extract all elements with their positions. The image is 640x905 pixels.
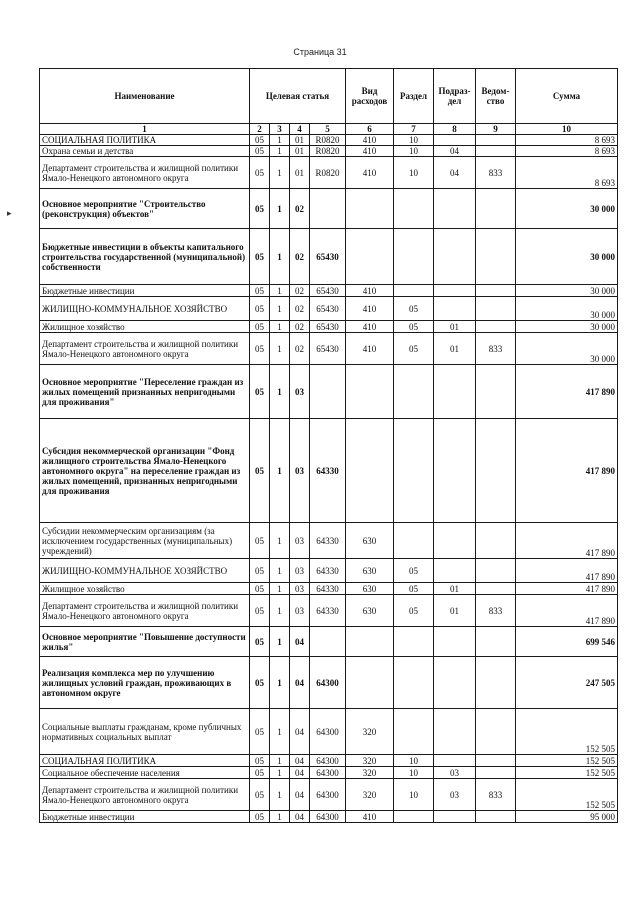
- target-subprogram: 1: [270, 333, 290, 365]
- row-sum: 417 890: [516, 595, 618, 627]
- target-code: 65430: [310, 229, 346, 285]
- page-number-label: Страница 31: [293, 47, 347, 57]
- row-name: Департамент строительства и жилищной политики Ямало-Ненецкого автономного округа: [40, 595, 250, 627]
- row-sum: 247 505: [516, 657, 618, 709]
- department-code: 833: [476, 157, 516, 189]
- target-code: 64330: [310, 595, 346, 627]
- column-number: 8: [434, 124, 476, 135]
- section: [394, 189, 434, 229]
- row-sum: 152 505: [516, 709, 618, 755]
- table-row: [40, 767, 618, 779]
- table-row: [40, 321, 618, 333]
- column-number-row: [40, 124, 618, 135]
- subsection: [434, 811, 476, 823]
- department-code: [476, 583, 516, 595]
- header-section: Раздел: [394, 69, 434, 124]
- department-code: [476, 559, 516, 583]
- row-sum: 8 693: [516, 146, 618, 157]
- subsection: 03: [434, 779, 476, 811]
- section: 10: [394, 767, 434, 779]
- target-code: R0820: [310, 135, 346, 146]
- header-subsection: Подраз-дел: [434, 69, 476, 124]
- department-code: [476, 135, 516, 146]
- target-code: 64330: [310, 559, 346, 583]
- row-name: Бюджетные инвестиции в объекты капитального строительства государственной (муниципальной) собственности: [40, 229, 250, 285]
- target-code: 64300: [310, 657, 346, 709]
- department-code: [476, 146, 516, 157]
- column-number: 5: [310, 124, 346, 135]
- target-subprogram: 1: [270, 755, 290, 767]
- table-row: [40, 333, 618, 365]
- row-name: Департамент строительства и жилищной политики Ямало-Ненецкого автономного округа: [40, 157, 250, 189]
- target-code: 64330: [310, 523, 346, 559]
- target-subprogram: 1: [270, 297, 290, 321]
- target-code: [310, 189, 346, 229]
- target-code: 64330: [310, 583, 346, 595]
- target-subprogram: 1: [270, 135, 290, 146]
- column-number: 6: [346, 124, 394, 135]
- row-name: Субсидия некоммерческой организации "Фонд жилищного строительства Ямало-Ненецкого автономного округа" на переселение граждан из жилых помещений, признанных непригодными для проживания: [40, 419, 250, 523]
- expense-type: 630: [346, 583, 394, 595]
- table-row: [40, 135, 618, 146]
- target-program: 05: [250, 285, 270, 297]
- column-number: 10: [516, 124, 618, 135]
- target-activity: 02: [290, 297, 310, 321]
- target-program: 05: [250, 419, 270, 523]
- subsection: [434, 657, 476, 709]
- row-sum: 30 000: [516, 189, 618, 229]
- subsection: [434, 627, 476, 657]
- section: [394, 523, 434, 559]
- section: [394, 365, 434, 419]
- target-program: 05: [250, 157, 270, 189]
- target-code: 65430: [310, 321, 346, 333]
- expense-type: 410: [346, 285, 394, 297]
- row-name: СОЦИАЛЬНАЯ ПОЛИТИКА: [40, 755, 250, 767]
- table-body: [40, 135, 618, 823]
- expense-type: 630: [346, 559, 394, 583]
- column-number: 7: [394, 124, 434, 135]
- subsection: [434, 229, 476, 285]
- subsection: 01: [434, 333, 476, 365]
- subsection: [434, 135, 476, 146]
- expense-type: 320: [346, 755, 394, 767]
- expense-type: 410: [346, 157, 394, 189]
- expense-type: [346, 627, 394, 657]
- table-row: [40, 229, 618, 285]
- target-activity: 04: [290, 779, 310, 811]
- row-name: Субсидии некоммерческим организациям (за исключением государственных (муниципальных) учреждений): [40, 523, 250, 559]
- target-program: 05: [250, 583, 270, 595]
- table-row: [40, 779, 618, 811]
- subsection: 01: [434, 583, 476, 595]
- target-subprogram: 1: [270, 229, 290, 285]
- side-marker: ▸: [7, 208, 12, 218]
- table-row: [40, 297, 618, 321]
- row-name: Жилищное хозяйство: [40, 321, 250, 333]
- target-program: 05: [250, 333, 270, 365]
- target-activity: 03: [290, 365, 310, 419]
- target-program: 05: [250, 767, 270, 779]
- section: [394, 229, 434, 285]
- row-name: Основное мероприятие "Переселение граждан из жилых помещений признанных непригодными для проживания": [40, 365, 250, 419]
- row-name: Департамент строительства и жилищной политики Ямало-Ненецкого автономного округа: [40, 333, 250, 365]
- row-name: Бюджетные инвестиции: [40, 811, 250, 823]
- target-code: 64300: [310, 811, 346, 823]
- row-sum: 30 000: [516, 333, 618, 365]
- expense-type: 410: [346, 135, 394, 146]
- row-sum: 30 000: [516, 285, 618, 297]
- subsection: 01: [434, 321, 476, 333]
- target-program: 05: [250, 559, 270, 583]
- table-header-row: [40, 69, 618, 124]
- row-sum: 95 000: [516, 811, 618, 823]
- expense-type: [346, 229, 394, 285]
- target-subprogram: 1: [270, 657, 290, 709]
- target-code: 64300: [310, 709, 346, 755]
- target-code: [310, 627, 346, 657]
- target-activity: 04: [290, 811, 310, 823]
- table-row: [40, 189, 618, 229]
- target-subprogram: 1: [270, 146, 290, 157]
- subsection: 04: [434, 146, 476, 157]
- target-activity: 02: [290, 321, 310, 333]
- target-activity: 03: [290, 595, 310, 627]
- target-program: 05: [250, 189, 270, 229]
- target-subprogram: 1: [270, 779, 290, 811]
- target-program: 05: [250, 523, 270, 559]
- table-row: [40, 523, 618, 559]
- target-program: 05: [250, 135, 270, 146]
- target-activity: 03: [290, 523, 310, 559]
- row-name: ЖИЛИЩНО-КОММУНАЛЬНОЕ ХОЗЯЙСТВО: [40, 559, 250, 583]
- target-program: 05: [250, 595, 270, 627]
- department-code: [476, 627, 516, 657]
- target-code: [310, 365, 346, 419]
- row-name: Социальные выплаты гражданам, кроме публичных нормативных социальных выплат: [40, 709, 250, 755]
- section: 10: [394, 755, 434, 767]
- expense-type: 320: [346, 779, 394, 811]
- department-code: [476, 657, 516, 709]
- subsection: [434, 365, 476, 419]
- row-sum: 417 890: [516, 583, 618, 595]
- department-code: 833: [476, 595, 516, 627]
- expense-type: [346, 189, 394, 229]
- target-subprogram: 1: [270, 709, 290, 755]
- section: [394, 419, 434, 523]
- department-code: [476, 189, 516, 229]
- header-sum: Сумма: [516, 69, 618, 124]
- target-activity: 02: [290, 189, 310, 229]
- target-program: 05: [250, 297, 270, 321]
- section: 05: [394, 595, 434, 627]
- table-row: [40, 627, 618, 657]
- expense-type: [346, 657, 394, 709]
- target-activity: 01: [290, 157, 310, 189]
- row-name: Реализация комплекса мер по улучшению жилищных условий граждан, проживающих в автономном округе: [40, 657, 250, 709]
- row-name: Жилищное хозяйство: [40, 583, 250, 595]
- subsection: [434, 297, 476, 321]
- target-program: 05: [250, 146, 270, 157]
- target-program: 05: [250, 709, 270, 755]
- section: [394, 811, 434, 823]
- table-row: [40, 595, 618, 627]
- section: 05: [394, 321, 434, 333]
- target-program: 05: [250, 229, 270, 285]
- target-activity: 02: [290, 229, 310, 285]
- target-activity: 04: [290, 767, 310, 779]
- target-subprogram: 1: [270, 419, 290, 523]
- subsection: [434, 559, 476, 583]
- section: 05: [394, 559, 434, 583]
- target-subprogram: 1: [270, 583, 290, 595]
- section: [394, 627, 434, 657]
- section: 05: [394, 333, 434, 365]
- column-number: 4: [290, 124, 310, 135]
- department-code: [476, 285, 516, 297]
- department-code: 833: [476, 333, 516, 365]
- row-sum: 417 890: [516, 419, 618, 523]
- target-code: 64330: [310, 419, 346, 523]
- target-subprogram: 1: [270, 595, 290, 627]
- expense-type: 630: [346, 595, 394, 627]
- target-code: R0820: [310, 146, 346, 157]
- table-row: [40, 285, 618, 297]
- row-sum: 152 505: [516, 779, 618, 811]
- column-number: 2: [250, 124, 270, 135]
- table-row: [40, 419, 618, 523]
- row-sum: 8 693: [516, 135, 618, 146]
- subsection: [434, 755, 476, 767]
- target-program: 05: [250, 755, 270, 767]
- target-program: 05: [250, 365, 270, 419]
- section: [394, 657, 434, 709]
- row-name: ЖИЛИЩНО-КОММУНАЛЬНОЕ ХОЗЯЙСТВО: [40, 297, 250, 321]
- target-activity: 01: [290, 146, 310, 157]
- department-code: [476, 767, 516, 779]
- target-subprogram: 1: [270, 523, 290, 559]
- target-program: 05: [250, 779, 270, 811]
- target-activity: 04: [290, 755, 310, 767]
- target-code: R0820: [310, 157, 346, 189]
- row-sum: 30 000: [516, 297, 618, 321]
- row-name: Департамент строительства и жилищной политики Ямало-Ненецкого автономного округа: [40, 779, 250, 811]
- expense-type: 630: [346, 523, 394, 559]
- table-row: [40, 583, 618, 595]
- target-subprogram: 1: [270, 321, 290, 333]
- target-activity: 04: [290, 657, 310, 709]
- row-sum: 30 000: [516, 321, 618, 333]
- department-code: [476, 709, 516, 755]
- expense-type: 410: [346, 333, 394, 365]
- row-name: Бюджетные инвестиции: [40, 285, 250, 297]
- row-sum: 417 890: [516, 365, 618, 419]
- target-program: 05: [250, 811, 270, 823]
- target-code: 64300: [310, 755, 346, 767]
- target-code: 65430: [310, 333, 346, 365]
- department-code: [476, 365, 516, 419]
- row-name: Охрана семьи и детства: [40, 146, 250, 157]
- target-subprogram: 1: [270, 189, 290, 229]
- section: 05: [394, 297, 434, 321]
- target-activity: 03: [290, 559, 310, 583]
- column-number: 3: [270, 124, 290, 135]
- row-name: СОЦИАЛЬНАЯ ПОЛИТИКА: [40, 135, 250, 146]
- header-expense-type: Вид расходов: [346, 69, 394, 124]
- section: 10: [394, 146, 434, 157]
- subsection: [434, 419, 476, 523]
- row-name: Основное мероприятие "Строительство (реконструкция) объектов": [40, 189, 250, 229]
- target-activity: 03: [290, 583, 310, 595]
- target-subprogram: 1: [270, 559, 290, 583]
- table-row: [40, 559, 618, 583]
- subsection: 04: [434, 157, 476, 189]
- target-activity: 03: [290, 419, 310, 523]
- table-row: [40, 709, 618, 755]
- expense-type: 410: [346, 146, 394, 157]
- row-sum: 417 890: [516, 559, 618, 583]
- target-subprogram: 1: [270, 811, 290, 823]
- target-activity: 04: [290, 627, 310, 657]
- row-sum: 152 505: [516, 755, 618, 767]
- budget-table: [39, 68, 618, 823]
- header-name: Наименование: [40, 69, 250, 124]
- target-subprogram: 1: [270, 365, 290, 419]
- section: [394, 285, 434, 297]
- row-sum: 699 546: [516, 627, 618, 657]
- expense-type: 320: [346, 767, 394, 779]
- column-number: 1: [40, 124, 250, 135]
- section: 05: [394, 583, 434, 595]
- department-code: [476, 297, 516, 321]
- section: 10: [394, 779, 434, 811]
- target-code: 65430: [310, 297, 346, 321]
- column-number: 9: [476, 124, 516, 135]
- department-code: [476, 321, 516, 333]
- expense-type: 410: [346, 297, 394, 321]
- target-activity: 02: [290, 285, 310, 297]
- target-subprogram: 1: [270, 285, 290, 297]
- subsection: [434, 189, 476, 229]
- target-subprogram: 1: [270, 157, 290, 189]
- department-code: [476, 229, 516, 285]
- target-code: 65430: [310, 285, 346, 297]
- section: 10: [394, 135, 434, 146]
- expense-type: 320: [346, 709, 394, 755]
- header-target-article: Целевая статья: [250, 69, 346, 124]
- header-department: Ведом-ство: [476, 69, 516, 124]
- target-program: 05: [250, 321, 270, 333]
- table-row: [40, 157, 618, 189]
- department-code: [476, 419, 516, 523]
- subsection: [434, 709, 476, 755]
- table-row: [40, 657, 618, 709]
- table-row: [40, 755, 618, 767]
- expense-type: [346, 419, 394, 523]
- target-program: 05: [250, 627, 270, 657]
- section: 10: [394, 157, 434, 189]
- target-activity: 02: [290, 333, 310, 365]
- target-subprogram: 1: [270, 627, 290, 657]
- subsection: [434, 523, 476, 559]
- subsection: 01: [434, 595, 476, 627]
- row-sum: 417 890: [516, 523, 618, 559]
- expense-type: [346, 365, 394, 419]
- department-code: [476, 811, 516, 823]
- table-row: [40, 146, 618, 157]
- table-row: [40, 811, 618, 823]
- row-name: Основное мероприятие "Повышение доступности жилья": [40, 627, 250, 657]
- target-subprogram: 1: [270, 767, 290, 779]
- expense-type: 410: [346, 811, 394, 823]
- table-row: [40, 365, 618, 419]
- row-sum: 152 505: [516, 767, 618, 779]
- target-program: 05: [250, 657, 270, 709]
- subsection: 03: [434, 767, 476, 779]
- department-code: 833: [476, 779, 516, 811]
- department-code: [476, 755, 516, 767]
- target-code: 64300: [310, 767, 346, 779]
- target-code: 64300: [310, 779, 346, 811]
- section: [394, 709, 434, 755]
- target-activity: 01: [290, 135, 310, 146]
- target-activity: 04: [290, 709, 310, 755]
- row-sum: 8 693: [516, 157, 618, 189]
- subsection: [434, 285, 476, 297]
- department-code: [476, 523, 516, 559]
- row-sum: 30 000: [516, 229, 618, 285]
- expense-type: 410: [346, 321, 394, 333]
- row-name: Социальное обеспечение населения: [40, 767, 250, 779]
